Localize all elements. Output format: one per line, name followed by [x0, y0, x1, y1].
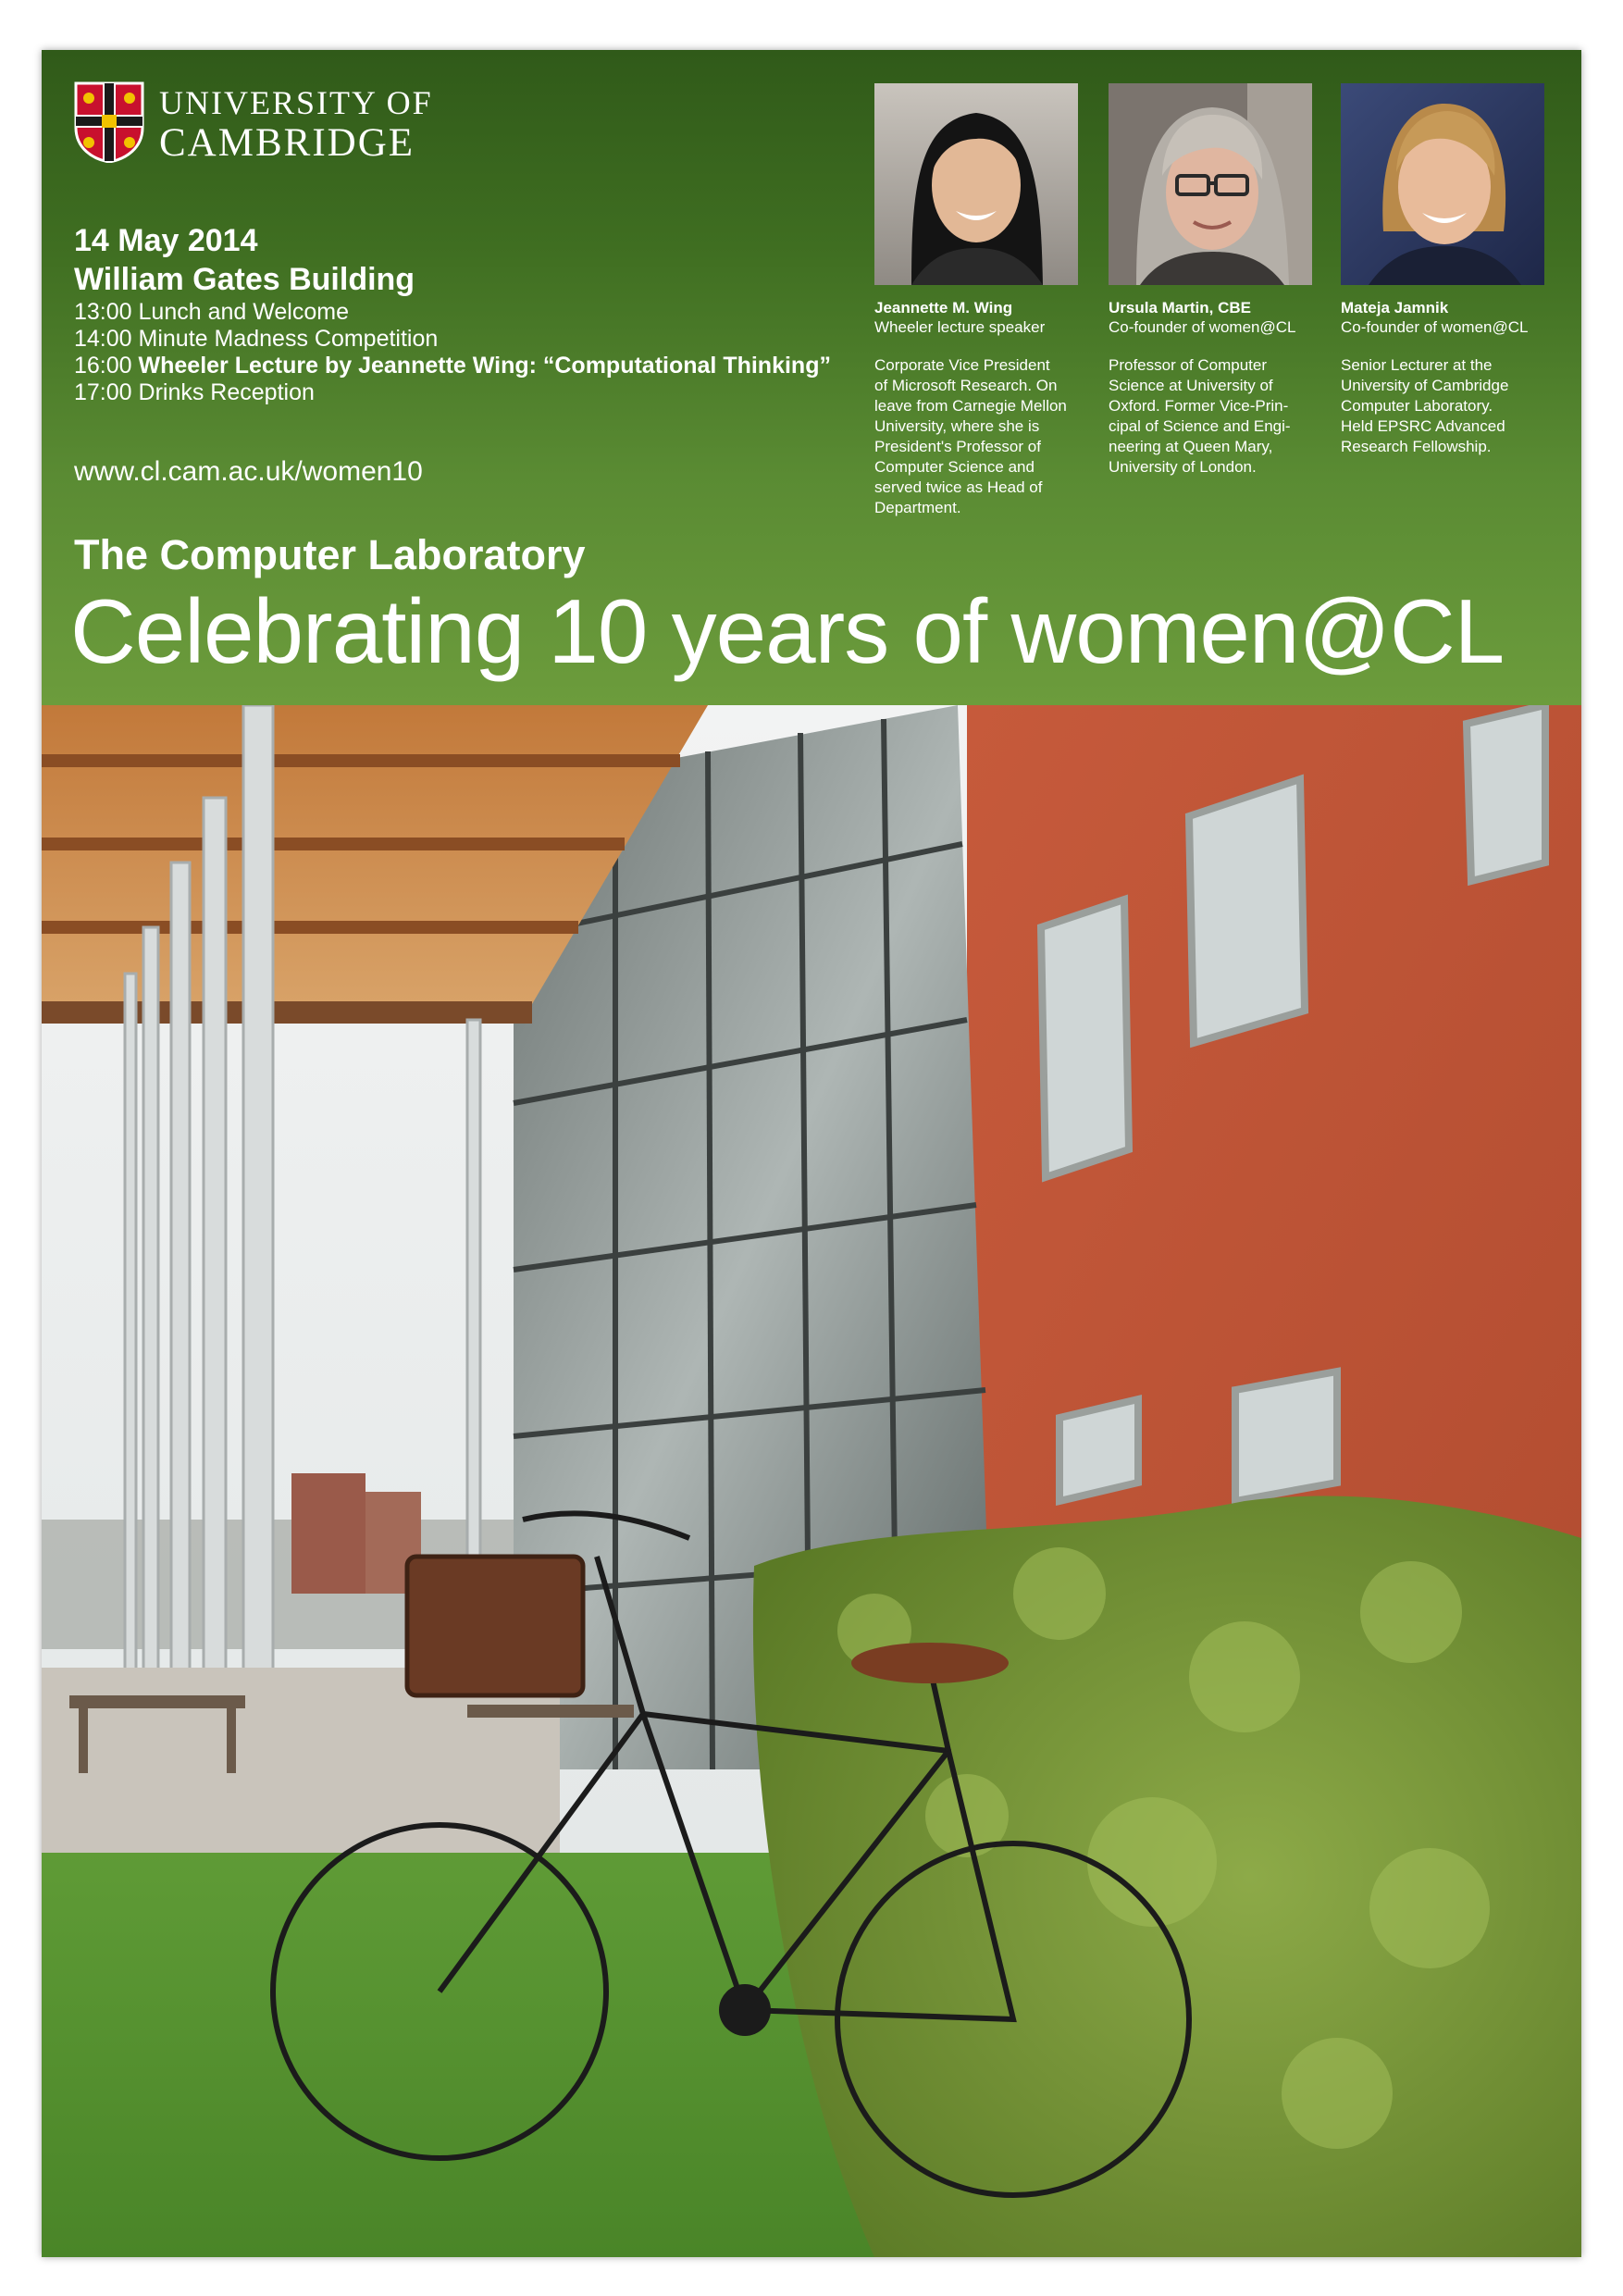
speaker-name: Ursula Martin, CBE [1109, 299, 1251, 316]
speaker-role: Co-founder of women@CL [1109, 318, 1296, 336]
speaker-photo [1341, 83, 1544, 285]
headline: Celebrating 10 years of women@CL [70, 580, 1505, 682]
programme-list [74, 299, 888, 406]
speaker-jeannette-wing [874, 83, 1078, 518]
building-photo [42, 705, 1581, 2257]
university-name-line1: UNIVERSITY OF [159, 84, 433, 121]
programme-item: 16:00 Wheeler Lecture by Jeannette Wing: “Computational Thinking” [74, 353, 831, 379]
speakers [874, 83, 1550, 565]
speaker-ursula-martin [1109, 83, 1312, 478]
speaker-bio: Senior Lecturer at the University of Cambridge Computer Laboratory. Held EPSRC Advanced Research Fellowship. [1341, 356, 1509, 455]
programme-item: 13:00 Lunch and Welcome [74, 299, 349, 325]
event-date: 14 May 2014 [74, 223, 258, 258]
cambridge-shield-icon [74, 81, 144, 163]
event-venue: William Gates Building [74, 262, 415, 297]
speaker-role: Wheeler lecture speaker [874, 318, 1046, 336]
programme-item: 17:00 Drinks Reception [74, 379, 315, 405]
speaker-bio: Professor of Computer Science at University of Oxford. Former Vice-Prin- cipal of Science and Engi- neering at Queen Mary, University of London. [1109, 356, 1291, 476]
speaker-bio: Corporate Vice President of Microsoft Research. On leave from Carnegie Mellon University, where she is President's Professor of Computer Science and served twice as Head of Department. [874, 356, 1067, 516]
building-photo-illustration [42, 705, 1581, 2257]
event-url-link[interactable]: www.cl.cam.ac.uk/women10 [74, 456, 423, 487]
event-details [74, 221, 888, 488]
poster [42, 50, 1581, 2257]
speaker-photo [1109, 83, 1312, 285]
speaker-name: Mateja Jamnik [1341, 299, 1449, 316]
speaker-mateja-jamnik [1341, 83, 1544, 457]
university-name-line2: CAMBRIDGE [159, 121, 415, 165]
speaker-name: Jeannette M. Wing [874, 299, 1013, 316]
header-banner [42, 50, 1581, 705]
speaker-photo [874, 83, 1078, 285]
department-title: The Computer Laboratory [74, 531, 586, 578]
programme-item: 14:00 Minute Madness Competition [74, 326, 439, 352]
speaker-role: Co-founder of women@CL [1341, 318, 1529, 336]
university-logo [74, 81, 463, 165]
